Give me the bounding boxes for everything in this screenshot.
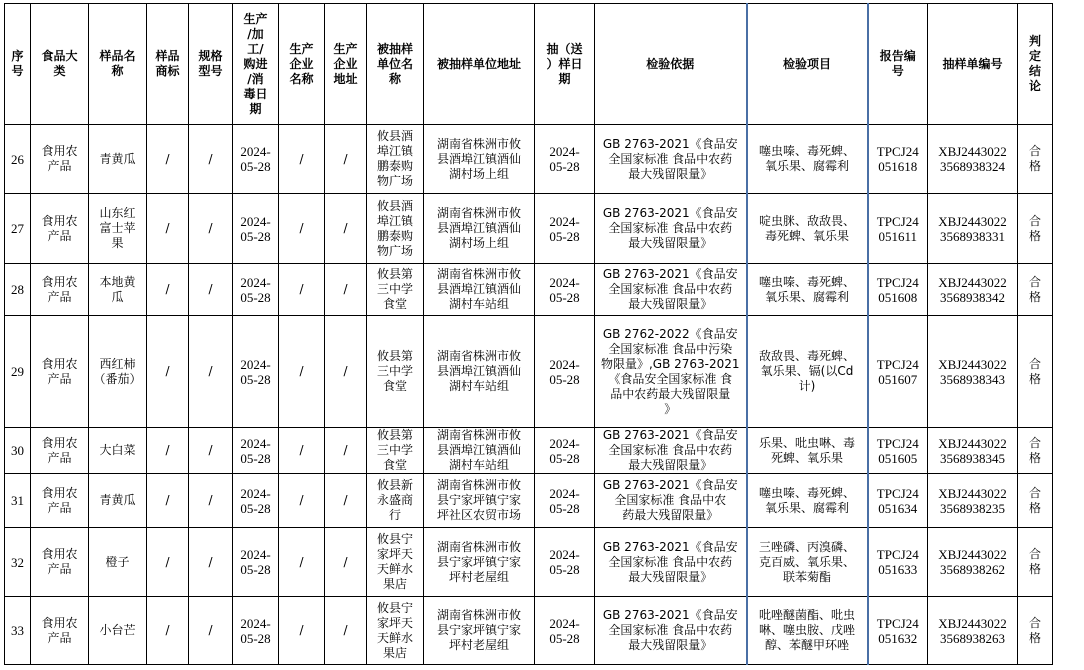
cell-report-number: TPCJ24 051611	[868, 194, 928, 264]
cell-sample-name: 西红柿 （番茄）	[89, 316, 147, 428]
cell-sampled-unit-address: 湖南省株洲市攸 县酒埠江镇酒仙 湖村场上组	[424, 125, 535, 194]
cell-seq: 26	[5, 125, 31, 194]
cell-production-date: 2024- 05-28	[233, 528, 279, 597]
header-production-date: 生产 /加 工/ 购进 /消 毒日 期	[233, 4, 279, 125]
cell-inspection-basis: GB 2763-2021《食品安 全国家标准 食品中农药 最大残留限量》	[595, 264, 747, 316]
cell-sampling-date: 2024- 05-28	[535, 194, 595, 264]
cell-inspection-items: 敌敌畏、毒死蜱、 氧乐果、镉(以Cd 计)	[747, 316, 868, 428]
cell-manufacturer-address: /	[325, 264, 367, 316]
cell-sampled-unit-address: 湖南省株洲市攸 县宁家坪镇宁家 坪村老屋组	[424, 528, 535, 597]
cell-sampled-unit-name: 攸县第 三中学 食堂	[367, 264, 424, 316]
cell-manufacturer-address: /	[325, 125, 367, 194]
cell-seq: 32	[5, 528, 31, 597]
cell-spec: /	[189, 474, 233, 528]
cell-sampled-unit-address: 湖南省株洲市攸 县宁家坪镇宁家 坪社区农贸市场	[424, 474, 535, 528]
cell-inspection-items: 三唑磷、丙溴磷、 克百威、氧乐果、 联苯菊酯	[747, 528, 868, 597]
inspection-results-table	[4, 3, 1053, 665]
cell-category: 食用农 产品	[31, 597, 89, 665]
cell-seq: 28	[5, 264, 31, 316]
cell-sampling-form-number: XBJ2443022 3568938324	[928, 125, 1018, 194]
cell-seq: 30	[5, 428, 31, 474]
cell-sampling-form-number: XBJ2443022 3568938263	[928, 597, 1018, 665]
table-header-row	[5, 4, 1053, 125]
header-sampling-form-number: 抽样单编号	[928, 4, 1018, 125]
cell-brand: /	[147, 528, 189, 597]
cell-inspection-basis: GB 2763-2021《食品安 全国家标准 食品中农药 最大残留限量》	[595, 428, 747, 474]
header-verdict: 判 定 结 论	[1018, 4, 1053, 125]
cell-manufacturer-name: /	[279, 474, 325, 528]
cell-spec: /	[189, 528, 233, 597]
cell-manufacturer-name: /	[279, 528, 325, 597]
cell-manufacturer-name: /	[279, 316, 325, 428]
cell-sample-name: 大白菜	[89, 428, 147, 474]
header-report-number: 报告编 号	[868, 4, 928, 125]
table-row	[5, 194, 1053, 264]
cell-inspection-basis: GB 2763-2021《食品安 全国家标准 食品中农药 最大残留限量》	[595, 194, 747, 264]
cell-category: 食用农 产品	[31, 125, 89, 194]
cell-manufacturer-name: /	[279, 194, 325, 264]
cell-sampled-unit-address: 湖南省株洲市攸 县宁家坪镇宁家 坪村老屋组	[424, 597, 535, 665]
cell-report-number: TPCJ24 051632	[868, 597, 928, 665]
header-seq: 序 号	[5, 4, 31, 125]
cell-sampling-date: 2024- 05-28	[535, 264, 595, 316]
cell-inspection-basis: GB 2762-2022《食品安 全国家标准 食品中污染 物限量》,GB 2763-2021 《食品安全国家标准 食 品中农药最大残留限量 》	[595, 316, 747, 428]
table-body	[5, 125, 1053, 665]
cell-report-number: TPCJ24 051618	[868, 125, 928, 194]
cell-inspection-items: 噻虫嗪、毒死蜱、 氧乐果、腐霉利	[747, 474, 868, 528]
header-spec: 规格 型号	[189, 4, 233, 125]
cell-brand: /	[147, 316, 189, 428]
cell-brand: /	[147, 597, 189, 665]
cell-verdict: 合 格	[1018, 474, 1053, 528]
header-inspection-basis: 检验依据	[595, 4, 747, 125]
cell-sampling-date: 2024- 05-28	[535, 316, 595, 428]
cell-sampled-unit-address: 湖南省株洲市攸 县酒埠江镇酒仙 湖村车站组	[424, 316, 535, 428]
cell-sample-name: 本地黄 瓜	[89, 264, 147, 316]
cell-verdict: 合 格	[1018, 194, 1053, 264]
cell-report-number: TPCJ24 051605	[868, 428, 928, 474]
cell-manufacturer-name: /	[279, 125, 325, 194]
cell-inspection-items: 噻虫嗪、毒死蜱、 氧乐果、腐霉利	[747, 125, 868, 194]
cell-sampling-form-number: XBJ2443022 3568938331	[928, 194, 1018, 264]
cell-report-number: TPCJ24 051633	[868, 528, 928, 597]
cell-manufacturer-name: /	[279, 428, 325, 474]
cell-brand: /	[147, 125, 189, 194]
cell-manufacturer-address: /	[325, 474, 367, 528]
cell-spec: /	[189, 428, 233, 474]
cell-category: 食用农 产品	[31, 264, 89, 316]
cell-production-date: 2024- 05-28	[233, 316, 279, 428]
cell-sample-name: 小台芒	[89, 597, 147, 665]
cell-spec: /	[189, 597, 233, 665]
cell-production-date: 2024- 05-28	[233, 428, 279, 474]
cell-sampling-date: 2024- 05-28	[535, 125, 595, 194]
cell-sample-name: 青黄瓜	[89, 125, 147, 194]
cell-sampled-unit-address: 湖南省株洲市攸 县酒埠江镇酒仙 湖村场上组	[424, 194, 535, 264]
cell-sampled-unit-address: 湖南省株洲市攸 县酒埠江镇酒仙 湖村车站组	[424, 428, 535, 474]
cell-sampling-form-number: XBJ2443022 3568938343	[928, 316, 1018, 428]
table-row	[5, 597, 1053, 665]
cell-production-date: 2024- 05-28	[233, 194, 279, 264]
cell-seq: 31	[5, 474, 31, 528]
cell-verdict: 合 格	[1018, 528, 1053, 597]
header-brand: 样品 商标	[147, 4, 189, 125]
cell-brand: /	[147, 264, 189, 316]
header-category: 食品大 类	[31, 4, 89, 125]
cell-verdict: 合 格	[1018, 428, 1053, 474]
cell-seq: 33	[5, 597, 31, 665]
cell-sampling-form-number: XBJ2443022 3568938345	[928, 428, 1018, 474]
cell-sampled-unit-name: 攸县宁 家坪天 天鲜水 果店	[367, 597, 424, 665]
cell-report-number: TPCJ24 051608	[868, 264, 928, 316]
cell-manufacturer-address: /	[325, 316, 367, 428]
cell-brand: /	[147, 194, 189, 264]
cell-production-date: 2024- 05-28	[233, 597, 279, 665]
cell-manufacturer-name: /	[279, 264, 325, 316]
table-row	[5, 428, 1053, 474]
cell-sample-name: 橙子	[89, 528, 147, 597]
table-row	[5, 264, 1053, 316]
cell-verdict: 合 格	[1018, 125, 1053, 194]
cell-manufacturer-address: /	[325, 528, 367, 597]
cell-sampling-date: 2024- 05-28	[535, 474, 595, 528]
cell-inspection-items: 啶虫脒、敌敌畏、 毒死蜱、氧乐果	[747, 194, 868, 264]
cell-sampled-unit-name: 攸县第 三中学 食堂	[367, 428, 424, 474]
cell-category: 食用农 产品	[31, 316, 89, 428]
header-sampled-unit-address: 被抽样单位地址	[424, 4, 535, 125]
cell-category: 食用农 产品	[31, 194, 89, 264]
header-manufacturer-address: 生产 企业 地址	[325, 4, 367, 125]
cell-brand: /	[147, 474, 189, 528]
cell-spec: /	[189, 194, 233, 264]
header-sampling-date: 抽（送 ）样日 期	[535, 4, 595, 125]
cell-seq: 27	[5, 194, 31, 264]
cell-inspection-basis: GB 2763-2021《食品安 全国家标准 食品中农药 最大残留限量》	[595, 528, 747, 597]
cell-sampled-unit-name: 攸县酒 埠江镇 鹏泰购 物广场	[367, 194, 424, 264]
cell-sample-name: 青黄瓜	[89, 474, 147, 528]
cell-sampling-date: 2024- 05-28	[535, 428, 595, 474]
header-manufacturer-name: 生产 企业 名称	[279, 4, 325, 125]
table-row	[5, 474, 1053, 528]
cell-production-date: 2024- 05-28	[233, 125, 279, 194]
header-sample-name: 样品名 称	[89, 4, 147, 125]
table-row	[5, 125, 1053, 194]
cell-spec: /	[189, 316, 233, 428]
cell-verdict: 合 格	[1018, 597, 1053, 665]
cell-sampled-unit-name: 攸县新 永盛商 行	[367, 474, 424, 528]
cell-manufacturer-name: /	[279, 597, 325, 665]
table-row	[5, 528, 1053, 597]
cell-sampled-unit-name: 攸县宁 家坪天 天鲜水 果店	[367, 528, 424, 597]
cell-manufacturer-address: /	[325, 597, 367, 665]
cell-sample-name: 山东红 富士苹 果	[89, 194, 147, 264]
cell-brand: /	[147, 428, 189, 474]
cell-sampling-date: 2024- 05-28	[535, 528, 595, 597]
cell-inspection-basis: GB 2763-2021《食品安 全国家标准 食品中农 药最大残留限量》	[595, 474, 747, 528]
cell-verdict: 合 格	[1018, 264, 1053, 316]
cell-verdict: 合 格	[1018, 316, 1053, 428]
cell-sampling-form-number: XBJ2443022 3568938262	[928, 528, 1018, 597]
cell-sampling-form-number: XBJ2443022 3568938235	[928, 474, 1018, 528]
cell-spec: /	[189, 125, 233, 194]
cell-spec: /	[189, 264, 233, 316]
cell-sampled-unit-address: 湖南省株洲市攸 县酒埠江镇酒仙 湖村车站组	[424, 264, 535, 316]
cell-manufacturer-address: /	[325, 194, 367, 264]
cell-sampled-unit-name: 攸县酒 埠江镇 鹏泰购 物广场	[367, 125, 424, 194]
cell-sampled-unit-name: 攸县第 三中学 食堂	[367, 316, 424, 428]
cell-inspection-items: 吡唑醚菌酯、吡虫 啉、噻虫胺、戊唑 醇、苯醚甲环唑	[747, 597, 868, 665]
cell-report-number: TPCJ24 051634	[868, 474, 928, 528]
cell-category: 食用农 产品	[31, 528, 89, 597]
header-inspection-items: 检验项目	[747, 4, 868, 125]
cell-category: 食用农 产品	[31, 474, 89, 528]
cell-inspection-basis: GB 2763-2021《食品安 全国家标准 食品中农药 最大残留限量》	[595, 125, 747, 194]
header-sampled-unit-name: 被抽样 单位名 称	[367, 4, 424, 125]
cell-manufacturer-address: /	[325, 428, 367, 474]
table-row	[5, 316, 1053, 428]
cell-production-date: 2024- 05-28	[233, 474, 279, 528]
cell-inspection-items: 乐果、吡虫啉、毒 死蜱、氧乐果	[747, 428, 868, 474]
cell-production-date: 2024- 05-28	[233, 264, 279, 316]
cell-report-number: TPCJ24 051607	[868, 316, 928, 428]
cell-sampling-form-number: XBJ2443022 3568938342	[928, 264, 1018, 316]
cell-category: 食用农 产品	[31, 428, 89, 474]
cell-inspection-basis: GB 2763-2021《食品安 全国家标准 食品中农药 最大残留限量》	[595, 597, 747, 665]
cell-seq: 29	[5, 316, 31, 428]
cell-inspection-items: 噻虫嗪、毒死蜱、 氧乐果、腐霉利	[747, 264, 868, 316]
cell-sampling-date: 2024- 05-28	[535, 597, 595, 665]
